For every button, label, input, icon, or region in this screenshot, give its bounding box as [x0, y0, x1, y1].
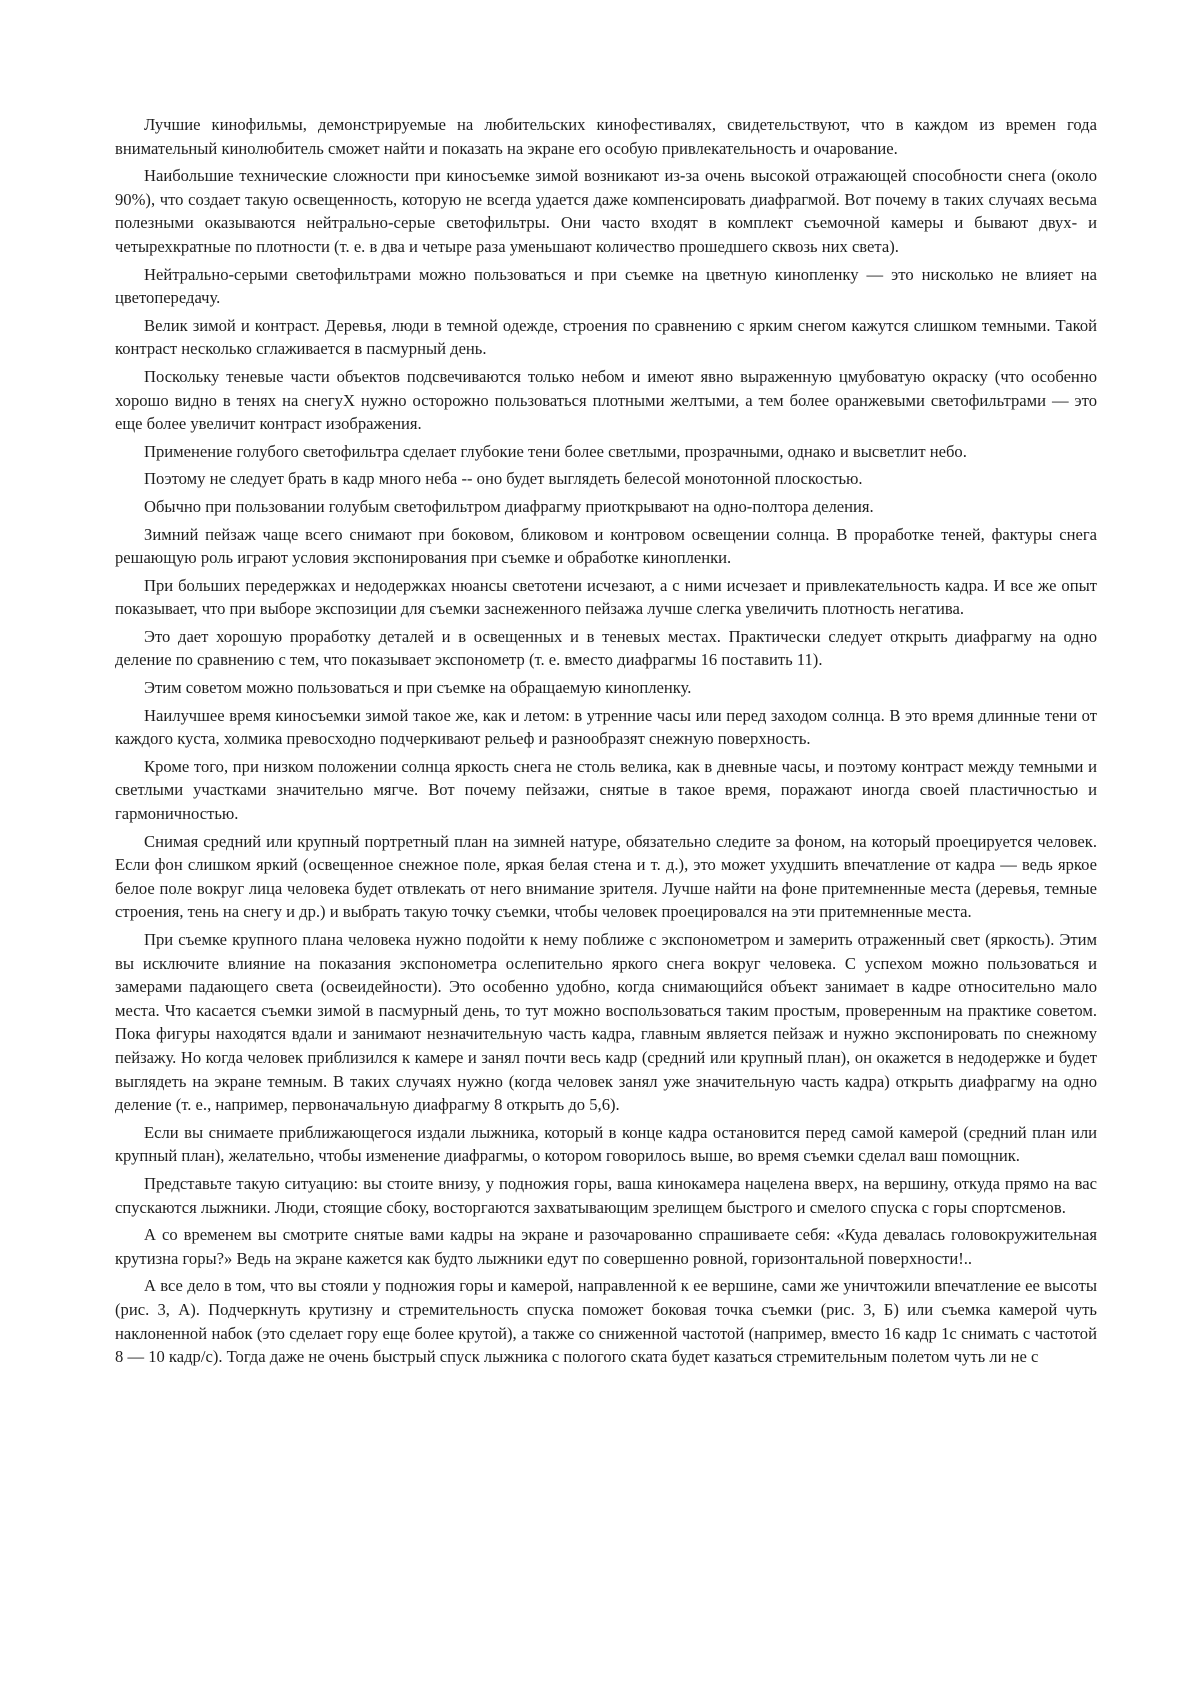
paragraph-14: Кроме того, при низком положении солнца яркость снега не столь велика, как в дневные часы, и поэтому контраст между темными и светлыми участками значительно мягче. Вот почему пейзажи, снятые в такое время, поражают иногда своей пластичностью и гармоничностью.: [115, 756, 1097, 824]
paragraph-9: Зимний пейзаж чаще всего снимают при боковом, бликовом и контровом освещении солнца. В проработке теней, фактуры снега решающую роль играют условия экспонирования при съемке и обработке кинопленки.: [115, 524, 1097, 568]
paragraph-6: Применение голубого светофильтра сделает глубокие тени более светлыми, прозрачными, однако и высветлит небо.: [144, 441, 967, 461]
paragraph-17: Если вы снимаете приближающегося издали лыжника, который в конце кадра остановится перед самой камерой (средний план или крупный план), желательно, чтобы изменение диафрагмы, о котором говорилось выше, во время съемки сделал ваш помощник.: [115, 1122, 1097, 1166]
paragraph-15: Снимая средний или крупный портретный план на зимней натуре, обязательно следите за фоном, на который проецируется человек. Если фон слишком яркий (освещенное снежное поле, яркая белая стена и т. д.), это может ухудшить впечатление от кадра — ведь яркое белое поле вокруг лица человека будет отвлекать от него внимание зрителя. Лучше найти на фоне притемненные места (деревья, темные строения, тень на снегу и др.) и выбрать такую точку съемки, чтобы человек проецировался на эти притемненные места.: [115, 831, 1097, 922]
paragraph-7: Поэтому не следует брать в кадр много неба -- оно будет выглядеть белесой монотонной плоскостью.: [144, 469, 863, 489]
paragraph-4: Велик зимой и контраст. Деревья, люди в темной одежде, строения по сравнению с ярким снегом кажутся слишком темными. Такой контраст несколько сглаживается в пасмурный день.: [115, 315, 1097, 359]
paragraph-2: Наибольшие технические сложности при киносъемке зимой возникают из-за очень высокой отражающей способности снега (около 90%), что создает такую освещенность, которую не всегда удается даже компенсировать диафрагмой. Вот почему в таких случаях весьма полезными оказываются нейтрально-серые светофильтры. Они часто входят в комплект съемочной камеры и бывают двух- и четырехкратные по плотности (т. е. в два и четыре раза уменьшают количество прошедшего сквозь них света).: [115, 166, 1097, 256]
paragraph-3: Нейтрально-серыми светофильтрами можно пользоваться и при съемке на цветную кинопленку — это нисколько не влияет на цветопередачу.: [115, 264, 1097, 308]
paragraph-20: А все дело в том, что вы стояли у подножия горы и камерой, направленной к ее вершине, сами же уничтожили впечатление ее высоты (рис. 3, А). Подчеркнуть крутизну и стремительность спуска поможет боковая точка съемки (рис. 3, Б) или съемка камерой чуть наклоненной набок (это сделает гору еще более крутой), а также со сниженной частотой (например, вместо 16 кадр 1с снимать с частотой 8 — 10 кадр/с). Тогда даже не очень быстрый спуск лыжника с пологого ската будет казаться стремительным полетом чуть ли не с: [115, 1276, 1097, 1367]
paragraph-13: Наилучшее время киносъемки зимой такое же, как и летом: в утренние часы или перед заходом солнца. В это время длинные тени от каждого куста, холмика превосходно подчеркивают рельеф и разнообразят снежную поверхность.: [115, 705, 1097, 749]
paragraph-10: При больших передержках и недодержках нюансы светотени исчезают, а с ними исчезает и привлекательность кадра. И все же опыт показывает, что при выборе экспозиции для съемки заснеженного пейзажа лучше слегка увеличить плотность негатива.: [115, 575, 1097, 619]
paragraph-8: Обычно при пользовании голубым светофильтром диафрагму приоткрывают на одно-полтора деления.: [144, 496, 874, 516]
paragraph-16: При съемке крупного плана человека нужно подойти к нему поближе с экспонометром и замерить отраженный свет (яркость). Этим вы исключите влияние на показания экспонометра ослепительно яркого снега вокруг человека. С успехом можно пользоваться и замерами падающего света (освеидейности). Это особенно удобно, когда снимающийся объект занимает в кадре относительно мало места. Что касается съемки зимой в пасмурный день, то тут можно воспользоваться таким простым, проверенным на практике советом. Пока фигуры находятся вдали и занимают незначительную часть кадра, главным является пейзаж и нужно экспонировать по снежному пейзажу. Но когда человек приблизился к камере и занял почти весь кадр (средний или крупный план), он окажется в недодержке и будет выглядеть на экране темным. В таких случаях нужно (когда человек занял уже значительную часть кадра) открыть диафрагму на одно деление (т. е., например, первоначальную диафрагму 8 открыть до 5,6).: [115, 930, 1097, 1115]
paragraph-11: Это дает хорошую проработку деталей и в освещенных и в теневых местах. Практически следует открыть диафрагму на одно деление по сравнению с тем, что показывает экспонометр (т. е. вместо диафрагмы 16 поставить 11).: [115, 626, 1097, 670]
paragraph-19: А со временем вы смотрите снятые вами кадры на экране и разочарованно спрашиваете себя: «Куда девалась головокружительная крутизна горы?» Ведь на экране кажется как будто лыжники едут по совершенно ровной, горизонтальной поверхности!..: [115, 1225, 1097, 1268]
paragraph-5: Поскольку теневые части объектов подсвечиваются только небом и имеют явно выраженную цмубоватую окраску (что особенно хорошо видно в тенях на снегуХ нужно осторожно пользоваться плотными желтыми, а тем более оранжевыми светофильтрами — это еще более увеличит контраст изображения.: [115, 366, 1097, 434]
paragraph-12: Этим советом можно пользоваться и при съемке на обращаемую кинопленку.: [144, 678, 692, 698]
paragraph-18: Представьте такую ситуацию: вы стоите внизу, у подножия горы, ваша кинокамера нацелена вверх, на вершину, откуда прямо на вас спускаются лыжники. Люди, стоящие сбоку, восторгаются захватывающим зрелищем быстрого и смелого спуска с горы спортсменов.: [115, 1173, 1097, 1217]
paragraph-1: Лучшие кинофильмы, демонстрируемые на любительских кинофестивалях, свидетельствуют, что в каждом из времен года внимательный кинолюбитель сможет найти и показать на экране его особую привлекательность и очарование.: [115, 115, 1097, 158]
